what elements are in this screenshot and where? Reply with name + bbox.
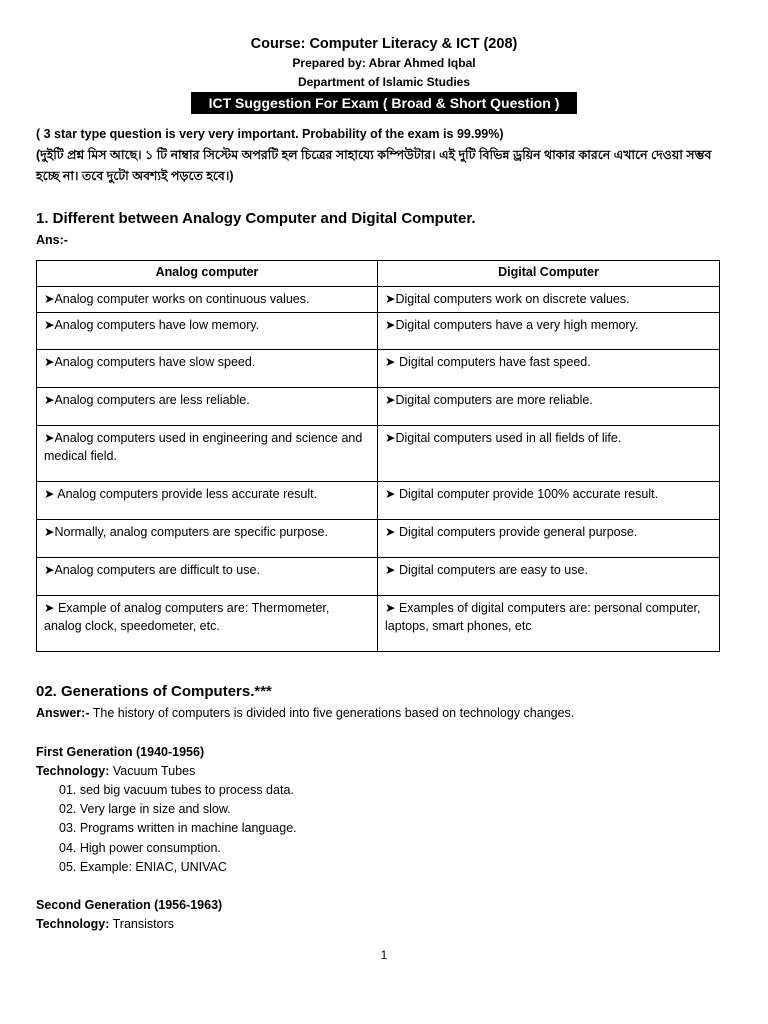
- comparison-table: [36, 260, 720, 652]
- table-header-row: [37, 261, 720, 287]
- table-row: [37, 482, 720, 520]
- table-header-digital: Digital Computer: [378, 261, 720, 287]
- table-row: [37, 388, 720, 426]
- list-item: 01. sed big vacuum tubes to process data.: [59, 783, 294, 797]
- table-header-analog: Analog computer: [37, 261, 378, 287]
- table-cell-digital: ➤ Digital computers are easy to use.: [378, 558, 720, 596]
- list-item: 03. Programs written in machine language.: [59, 821, 297, 835]
- table-cell-analog: ➤Normally, analog computers are specific purpose.: [37, 520, 378, 558]
- answer-text: The history of computers is divided into five generations based on technology changes.: [89, 706, 575, 720]
- section1-ans-label: Ans:-: [36, 233, 68, 247]
- table-row: [37, 596, 720, 652]
- table-cell-analog: ➤ Example of analog computers are: Thermometer, analog clock, speedometer, etc.: [37, 596, 378, 652]
- table-cell-analog: ➤Analog computers have slow speed.: [37, 350, 378, 388]
- table-cell-analog: ➤Analog computers have low memory.: [37, 313, 378, 350]
- table-cell-analog: ➤Analog computers used in engineering and science and medical field.: [37, 426, 378, 482]
- second-generation-title: Second Generation (1956-1963): [36, 898, 223, 912]
- table-row: [37, 558, 720, 596]
- technology-value: Vacuum Tubes: [109, 764, 196, 778]
- table-cell-analog: ➤Analog computers are less reliable.: [37, 388, 378, 426]
- list-item: 05. Example: ENIAC, UNIVAC: [59, 860, 227, 874]
- answer-label: Answer:-: [36, 706, 90, 720]
- table-cell-digital: ➤ Examples of digital computers are: personal computer, laptops, smart phones, etc: [378, 596, 720, 652]
- department: Department of Islamic Studies: [297, 75, 471, 89]
- answer-line: [36, 706, 574, 720]
- technology-label: Technology:: [36, 764, 110, 778]
- technology-label: Technology:: [36, 917, 110, 931]
- table-cell-digital: ➤ Digital computers have fast speed.: [378, 350, 720, 388]
- list-item: 02. Very large in size and slow.: [59, 802, 231, 816]
- exam-banner: ICT Suggestion For Exam ( Broad & Short Question ): [191, 92, 577, 114]
- table-cell-digital: ➤ Digital computers provide general purpose.: [378, 520, 720, 558]
- table-row: [37, 426, 720, 482]
- page-number: 1: [380, 948, 388, 962]
- table-row: [37, 287, 720, 313]
- first-generation-technology: [36, 764, 195, 778]
- second-generation-technology: [36, 917, 174, 931]
- section1-title: 1. Different between Analogy Computer and Digital Computer.: [36, 210, 476, 227]
- table-cell-analog: ➤Analog computer works on continuous values.: [37, 287, 378, 313]
- table-cell-digital: ➤Digital computers have a very high memory.: [378, 313, 720, 350]
- table-row: [37, 313, 720, 350]
- bengali-note: (দুইটি প্রশ্ন মিস আছে। ১ টি নাম্বার সিস্টেম অপরটি হল চিত্রের সাহায্যে কম্পিউটার। এই দুটি বিভিন্ন ড্রয়িন থাকার কারনে এখানে দেওয়া সম্ভব হচ্ছে না। তবে দুটো অবশ্যই পড়তে হবে।): [36, 148, 712, 183]
- list-item: 04. High power consumption.: [59, 841, 221, 855]
- table-cell-analog: ➤ Analog computers provide less accurate result.: [37, 482, 378, 520]
- table-cell-digital: ➤ Digital computer provide 100% accurate result.: [378, 482, 720, 520]
- technology-value: Transistors: [109, 917, 174, 931]
- table-row: [37, 350, 720, 388]
- table-cell-digital: ➤Digital computers used in all fields of life.: [378, 426, 720, 482]
- table-cell-analog: ➤Analog computers are difficult to use.: [37, 558, 378, 596]
- importance-note: ( 3 star type question is very very important. Probability of the exam is 99.99%): [36, 127, 504, 141]
- first-generation-title: First Generation (1940-1956): [36, 745, 205, 759]
- course-title: Course: Computer Literacy & ICT (208): [250, 36, 518, 52]
- table-row: [37, 520, 720, 558]
- section2-title: 02. Generations of Computers.***: [36, 683, 272, 700]
- prepared-by: Prepared by: Abrar Ahmed Iqbal: [292, 56, 476, 70]
- table-cell-digital: ➤Digital computers are more reliable.: [378, 388, 720, 426]
- table-cell-digital: ➤Digital computers work on discrete values.: [378, 287, 720, 313]
